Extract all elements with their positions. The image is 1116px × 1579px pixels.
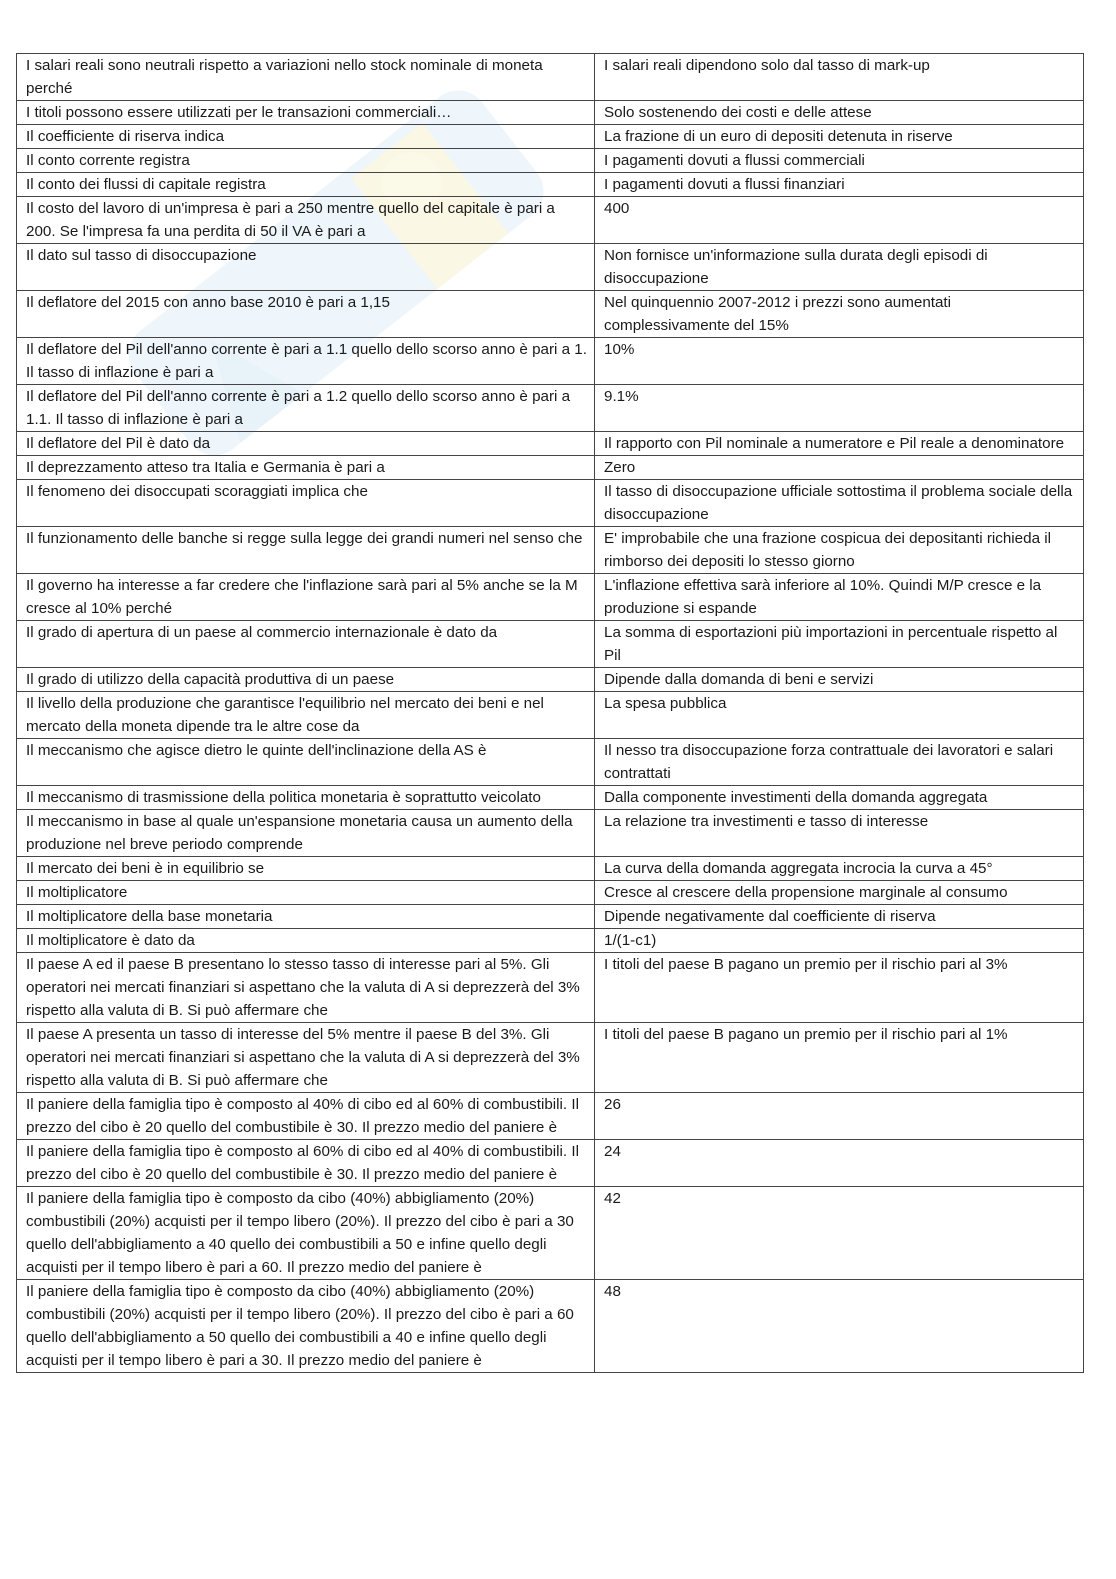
table-row <box>17 810 1084 857</box>
table-row <box>17 881 1084 905</box>
table-row <box>17 149 1084 173</box>
answer-cell: Nel quinquennio 2007-2012 i prezzi sono aumentati complessivamente del 15% <box>595 291 1084 338</box>
table-row <box>17 953 1084 1023</box>
question-cell: Il meccanismo che agisce dietro le quinte dell'inclinazione della AS è <box>17 739 595 786</box>
table-row <box>17 739 1084 786</box>
answer-cell: Zero <box>595 456 1084 480</box>
question-cell: Il paniere della famiglia tipo è composto al 40% di cibo ed al 60% di combustibili. Il prezzo del cibo è 20 quello del combustibile è 30. Il prezzo medio del paniere è <box>17 1093 595 1140</box>
answer-cell: 42 <box>595 1187 1084 1280</box>
question-cell: Il deflatore del Pil dell'anno corrente è pari a 1.1 quello dello scorso anno è pari a 1. Il tasso di inflazione è pari a <box>17 338 595 385</box>
table-row <box>17 480 1084 527</box>
question-cell: Il coefficiente di riserva indica <box>17 125 595 149</box>
question-cell: Il fenomeno dei disoccupati scoraggiati implica che <box>17 480 595 527</box>
table-row <box>17 929 1084 953</box>
answer-cell: La frazione di un euro di depositi detenuta in riserve <box>595 125 1084 149</box>
table-row <box>17 385 1084 432</box>
question-cell: Il deflatore del Pil dell'anno corrente è pari a 1.2 quello dello scorso anno è pari a 1.1. Il tasso di inflazione è pari a <box>17 385 595 432</box>
answer-cell: L'inflazione effettiva sarà inferiore al 10%. Quindi M/P cresce e la produzione si espande <box>595 574 1084 621</box>
answer-cell: 10% <box>595 338 1084 385</box>
table-row <box>17 54 1084 101</box>
question-cell: Il meccanismo in base al quale un'espansione monetaria causa un aumento della produzione nel breve periodo comprende <box>17 810 595 857</box>
table-row <box>17 692 1084 739</box>
table-row <box>17 668 1084 692</box>
answer-cell: I titoli del paese B pagano un premio per il rischio pari al 3% <box>595 953 1084 1023</box>
answer-cell: 400 <box>595 197 1084 244</box>
answer-cell: Il rapporto con Pil nominale a numeratore e Pil reale a denominatore <box>595 432 1084 456</box>
question-cell: Il costo del lavoro di un'impresa è pari a 250 mentre quello del capitale è pari a 200. Se l'impresa fa una perdita di 50 il VA è pari a <box>17 197 595 244</box>
answer-cell: I pagamenti dovuti a flussi finanziari <box>595 173 1084 197</box>
answer-cell: La somma di esportazioni più importazioni in percentuale rispetto al Pil <box>595 621 1084 668</box>
table-row <box>17 125 1084 149</box>
table-row <box>17 1187 1084 1280</box>
table-row <box>17 244 1084 291</box>
question-cell: Il deflatore del 2015 con anno base 2010 è pari a 1,15 <box>17 291 595 338</box>
answer-cell: La relazione tra investimenti e tasso di interesse <box>595 810 1084 857</box>
question-cell: Il meccanismo di trasmissione della politica monetaria è soprattutto veicolato <box>17 786 595 810</box>
table-row <box>17 1140 1084 1187</box>
table-row <box>17 291 1084 338</box>
table-row <box>17 197 1084 244</box>
question-cell: Il moltiplicatore <box>17 881 595 905</box>
table-row <box>17 527 1084 574</box>
question-cell: Il paniere della famiglia tipo è composto da cibo (40%) abbigliamento (20%) combustibili (20%) acquisti per il tempo libero (20%). Il prezzo del cibo è pari a 60 quello dell'abbigliamento a 50 quello dei combustibili a 40 e infine quello degli acquisti per il tempo libero è pari a 30. Il prezzo medio del paniere è <box>17 1280 595 1373</box>
table-row <box>17 1023 1084 1093</box>
answer-cell: Dipende negativamente dal coefficiente di riserva <box>595 905 1084 929</box>
table-row <box>17 857 1084 881</box>
answer-cell: Dalla componente investimenti della domanda aggregata <box>595 786 1084 810</box>
answer-cell: E' improbabile che una frazione cospicua dei depositanti richieda il rimborso dei depositi lo stesso giorno <box>595 527 1084 574</box>
question-cell: Il paese A presenta un tasso di interesse del 5% mentre il paese B del 3%. Gli operatori nei mercati finanziari si aspettano che la valuta di A si deprezzerà del 3% rispetto alla valuta di B. Si può affermare che <box>17 1023 595 1093</box>
question-cell: Il moltiplicatore della base monetaria <box>17 905 595 929</box>
question-cell: Il conto corrente registra <box>17 149 595 173</box>
answer-cell: Non fornisce un'informazione sulla durata degli episodi di disoccupazione <box>595 244 1084 291</box>
answer-cell: Dipende dalla domanda di beni e servizi <box>595 668 1084 692</box>
table-row <box>17 432 1084 456</box>
answer-cell: 1/(1-c1) <box>595 929 1084 953</box>
question-cell: Il dato sul tasso di disoccupazione <box>17 244 595 291</box>
table-row <box>17 574 1084 621</box>
answer-cell: 48 <box>595 1280 1084 1373</box>
answer-cell: I salari reali dipendono solo dal tasso di mark-up <box>595 54 1084 101</box>
table-row <box>17 1093 1084 1140</box>
table-row <box>17 101 1084 125</box>
question-cell: Il paese A ed il paese B presentano lo stesso tasso di interesse pari al 5%. Gli operatori nei mercati finanziari si aspettano che la valuta di A si deprezzerà del 3% rispetto alla valuta di B. Si può affermare che <box>17 953 595 1023</box>
qa-table <box>16 53 1084 1373</box>
table-row <box>17 905 1084 929</box>
question-cell: Il governo ha interesse a far credere che l'inflazione sarà pari al 5% anche se la M cresce al 10% perché <box>17 574 595 621</box>
question-cell: Il conto dei flussi di capitale registra <box>17 173 595 197</box>
question-cell: Il mercato dei beni è in equilibrio se <box>17 857 595 881</box>
question-cell: Il grado di utilizzo della capacità produttiva di un paese <box>17 668 595 692</box>
question-cell: I salari reali sono neutrali rispetto a variazioni nello stock nominale di moneta perché <box>17 54 595 101</box>
answer-cell: 9.1% <box>595 385 1084 432</box>
question-cell: Il paniere della famiglia tipo è composto da cibo (40%) abbigliamento (20%) combustibili (20%) acquisti per il tempo libero (20%). Il prezzo del cibo è pari a 30 quello dell'abbigliamento a 40 quello dei combustibili a 50 e infine quello degli acquisti per il tempo libero è pari a 60. Il prezzo medio del paniere è <box>17 1187 595 1280</box>
question-cell: Il moltiplicatore è dato da <box>17 929 595 953</box>
question-cell: Il livello della produzione che garantisce l'equilibrio nel mercato dei beni e nel mercato della moneta dipende tra le altre cose da <box>17 692 595 739</box>
table-row <box>17 786 1084 810</box>
question-cell: Il deprezzamento atteso tra Italia e Germania è pari a <box>17 456 595 480</box>
question-cell: Il grado di apertura di un paese al commercio internazionale è dato da <box>17 621 595 668</box>
answer-cell: I titoli del paese B pagano un premio per il rischio pari al 1% <box>595 1023 1084 1093</box>
table-row <box>17 338 1084 385</box>
answer-cell: I pagamenti dovuti a flussi commerciali <box>595 149 1084 173</box>
question-cell: Il paniere della famiglia tipo è composto al 60% di cibo ed al 40% di combustibili. Il prezzo del cibo è 20 quello del combustibile è 30. Il prezzo medio del paniere è <box>17 1140 595 1187</box>
answer-cell: Il nesso tra disoccupazione forza contrattuale dei lavoratori e salari contrattati <box>595 739 1084 786</box>
question-cell: Il funzionamento delle banche si regge sulla legge dei grandi numeri nel senso che <box>17 527 595 574</box>
answer-cell: La spesa pubblica <box>595 692 1084 739</box>
table-row <box>17 621 1084 668</box>
table-row <box>17 456 1084 480</box>
answer-cell: Cresce al crescere della propensione marginale al consumo <box>595 881 1084 905</box>
answer-cell: Solo sostenendo dei costi e delle attese <box>595 101 1084 125</box>
answer-cell: La curva della domanda aggregata incrocia la curva a 45° <box>595 857 1084 881</box>
table-row <box>17 1280 1084 1373</box>
question-cell: Il deflatore del Pil è dato da <box>17 432 595 456</box>
answer-cell: 26 <box>595 1093 1084 1140</box>
answer-cell: Il tasso di disoccupazione ufficiale sottostima il problema sociale della disoccupazione <box>595 480 1084 527</box>
question-cell: I titoli possono essere utilizzati per le transazioni commerciali… <box>17 101 595 125</box>
answer-cell: 24 <box>595 1140 1084 1187</box>
table-row <box>17 173 1084 197</box>
